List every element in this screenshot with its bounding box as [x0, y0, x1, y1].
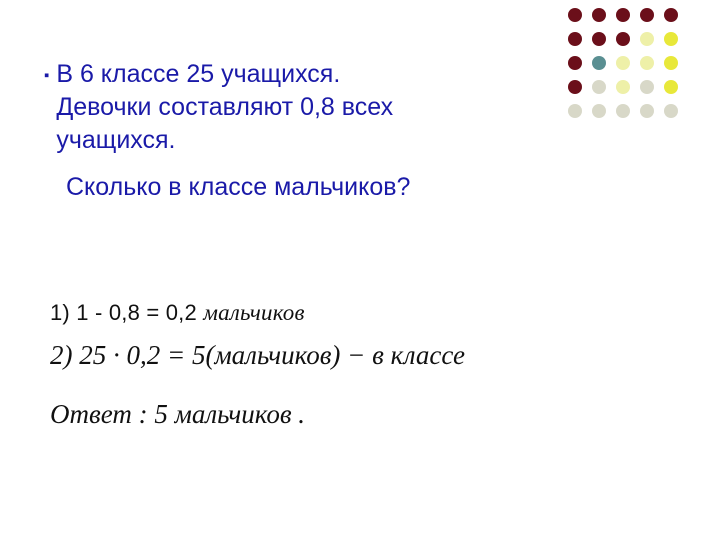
answer-label: Ответ	[50, 399, 132, 429]
solution-step-1-word: мальчиков	[203, 300, 305, 325]
problem-question: Сколько в классе мальчиков?	[66, 173, 411, 201]
dot	[616, 32, 630, 46]
dot	[664, 104, 678, 118]
problem-bullet-row	[44, 58, 664, 157]
dot	[664, 56, 678, 70]
solution-step-2-word: мальчиков	[214, 340, 332, 370]
dot	[640, 32, 654, 46]
dot	[616, 8, 630, 22]
problem-line-3: учащихся.	[56, 126, 176, 154]
solution-block	[50, 300, 690, 430]
dot	[664, 32, 678, 46]
solution-step-1	[50, 300, 690, 326]
solution-step-2-tail: ) − в классе	[331, 340, 465, 370]
problem-line-1: В 6 классе 25 учащихся.	[56, 60, 341, 88]
solution-step-2	[50, 340, 690, 371]
problem-statement	[44, 58, 664, 204]
solution-step-2-expression: 2) 25 · 0,2 = 5(	[50, 340, 215, 370]
dot	[592, 32, 606, 46]
problem-line-2: Девочки составляют 0,8 всех	[56, 93, 394, 121]
dot	[568, 8, 582, 22]
dot	[568, 32, 582, 46]
problem-text	[56, 58, 664, 157]
dot	[664, 8, 678, 22]
dot	[592, 8, 606, 22]
dot	[664, 80, 678, 94]
solution-step-1-expression: 1) 1 - 0,8 = 0,2	[50, 300, 204, 325]
solution-answer	[50, 399, 690, 430]
answer-value: : 5 мальчиков .	[131, 399, 306, 429]
dot	[640, 8, 654, 22]
square-bullet-icon: ▪	[44, 67, 50, 84]
